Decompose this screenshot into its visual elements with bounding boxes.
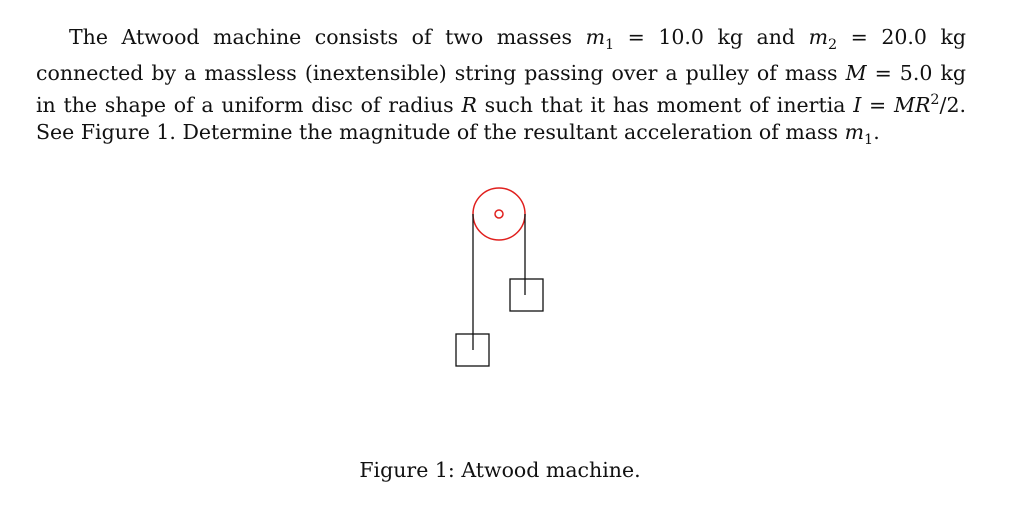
symbol-R: R: [461, 92, 477, 117]
problem-text-2: = 10.0 kg and: [614, 25, 809, 49]
problem-text-7: /2. See Figure 1. Determine the magnitude of the resultant acceleration of mass: [36, 92, 966, 145]
problem-text-1: The Atwood machine consists of two masses: [69, 25, 586, 49]
problem-text-4: = 5.0 kg in the shape of a uniform disc of radius: [36, 60, 966, 117]
pulley-disc: [473, 188, 525, 240]
problem-statement: [36, 24, 966, 155]
symbol-I: I: [853, 92, 862, 117]
pulley-axle: [495, 210, 503, 218]
figure-caption: Figure 1: Atwood machine.: [359, 458, 641, 482]
problem-text-6: =: [861, 92, 894, 117]
symbol-m2: $m_2$: [808, 25, 838, 54]
symbol-m1-second: $m_1$: [844, 120, 874, 149]
symbol-m1: $m_1$: [585, 25, 615, 54]
symbol-MR2: $MR^2$: [893, 92, 940, 117]
mass-m2-block: [510, 279, 543, 311]
problem-text-5: such that it has moment of inertia: [476, 92, 854, 117]
atwood-machine-figure: [440, 180, 560, 380]
problem-text-3: = 20.0 kg connected by a massless (inextensible) string passing over a pulley of mass: [36, 25, 967, 85]
symbol-M: M: [845, 60, 867, 85]
problem-text-8: .: [873, 120, 880, 145]
